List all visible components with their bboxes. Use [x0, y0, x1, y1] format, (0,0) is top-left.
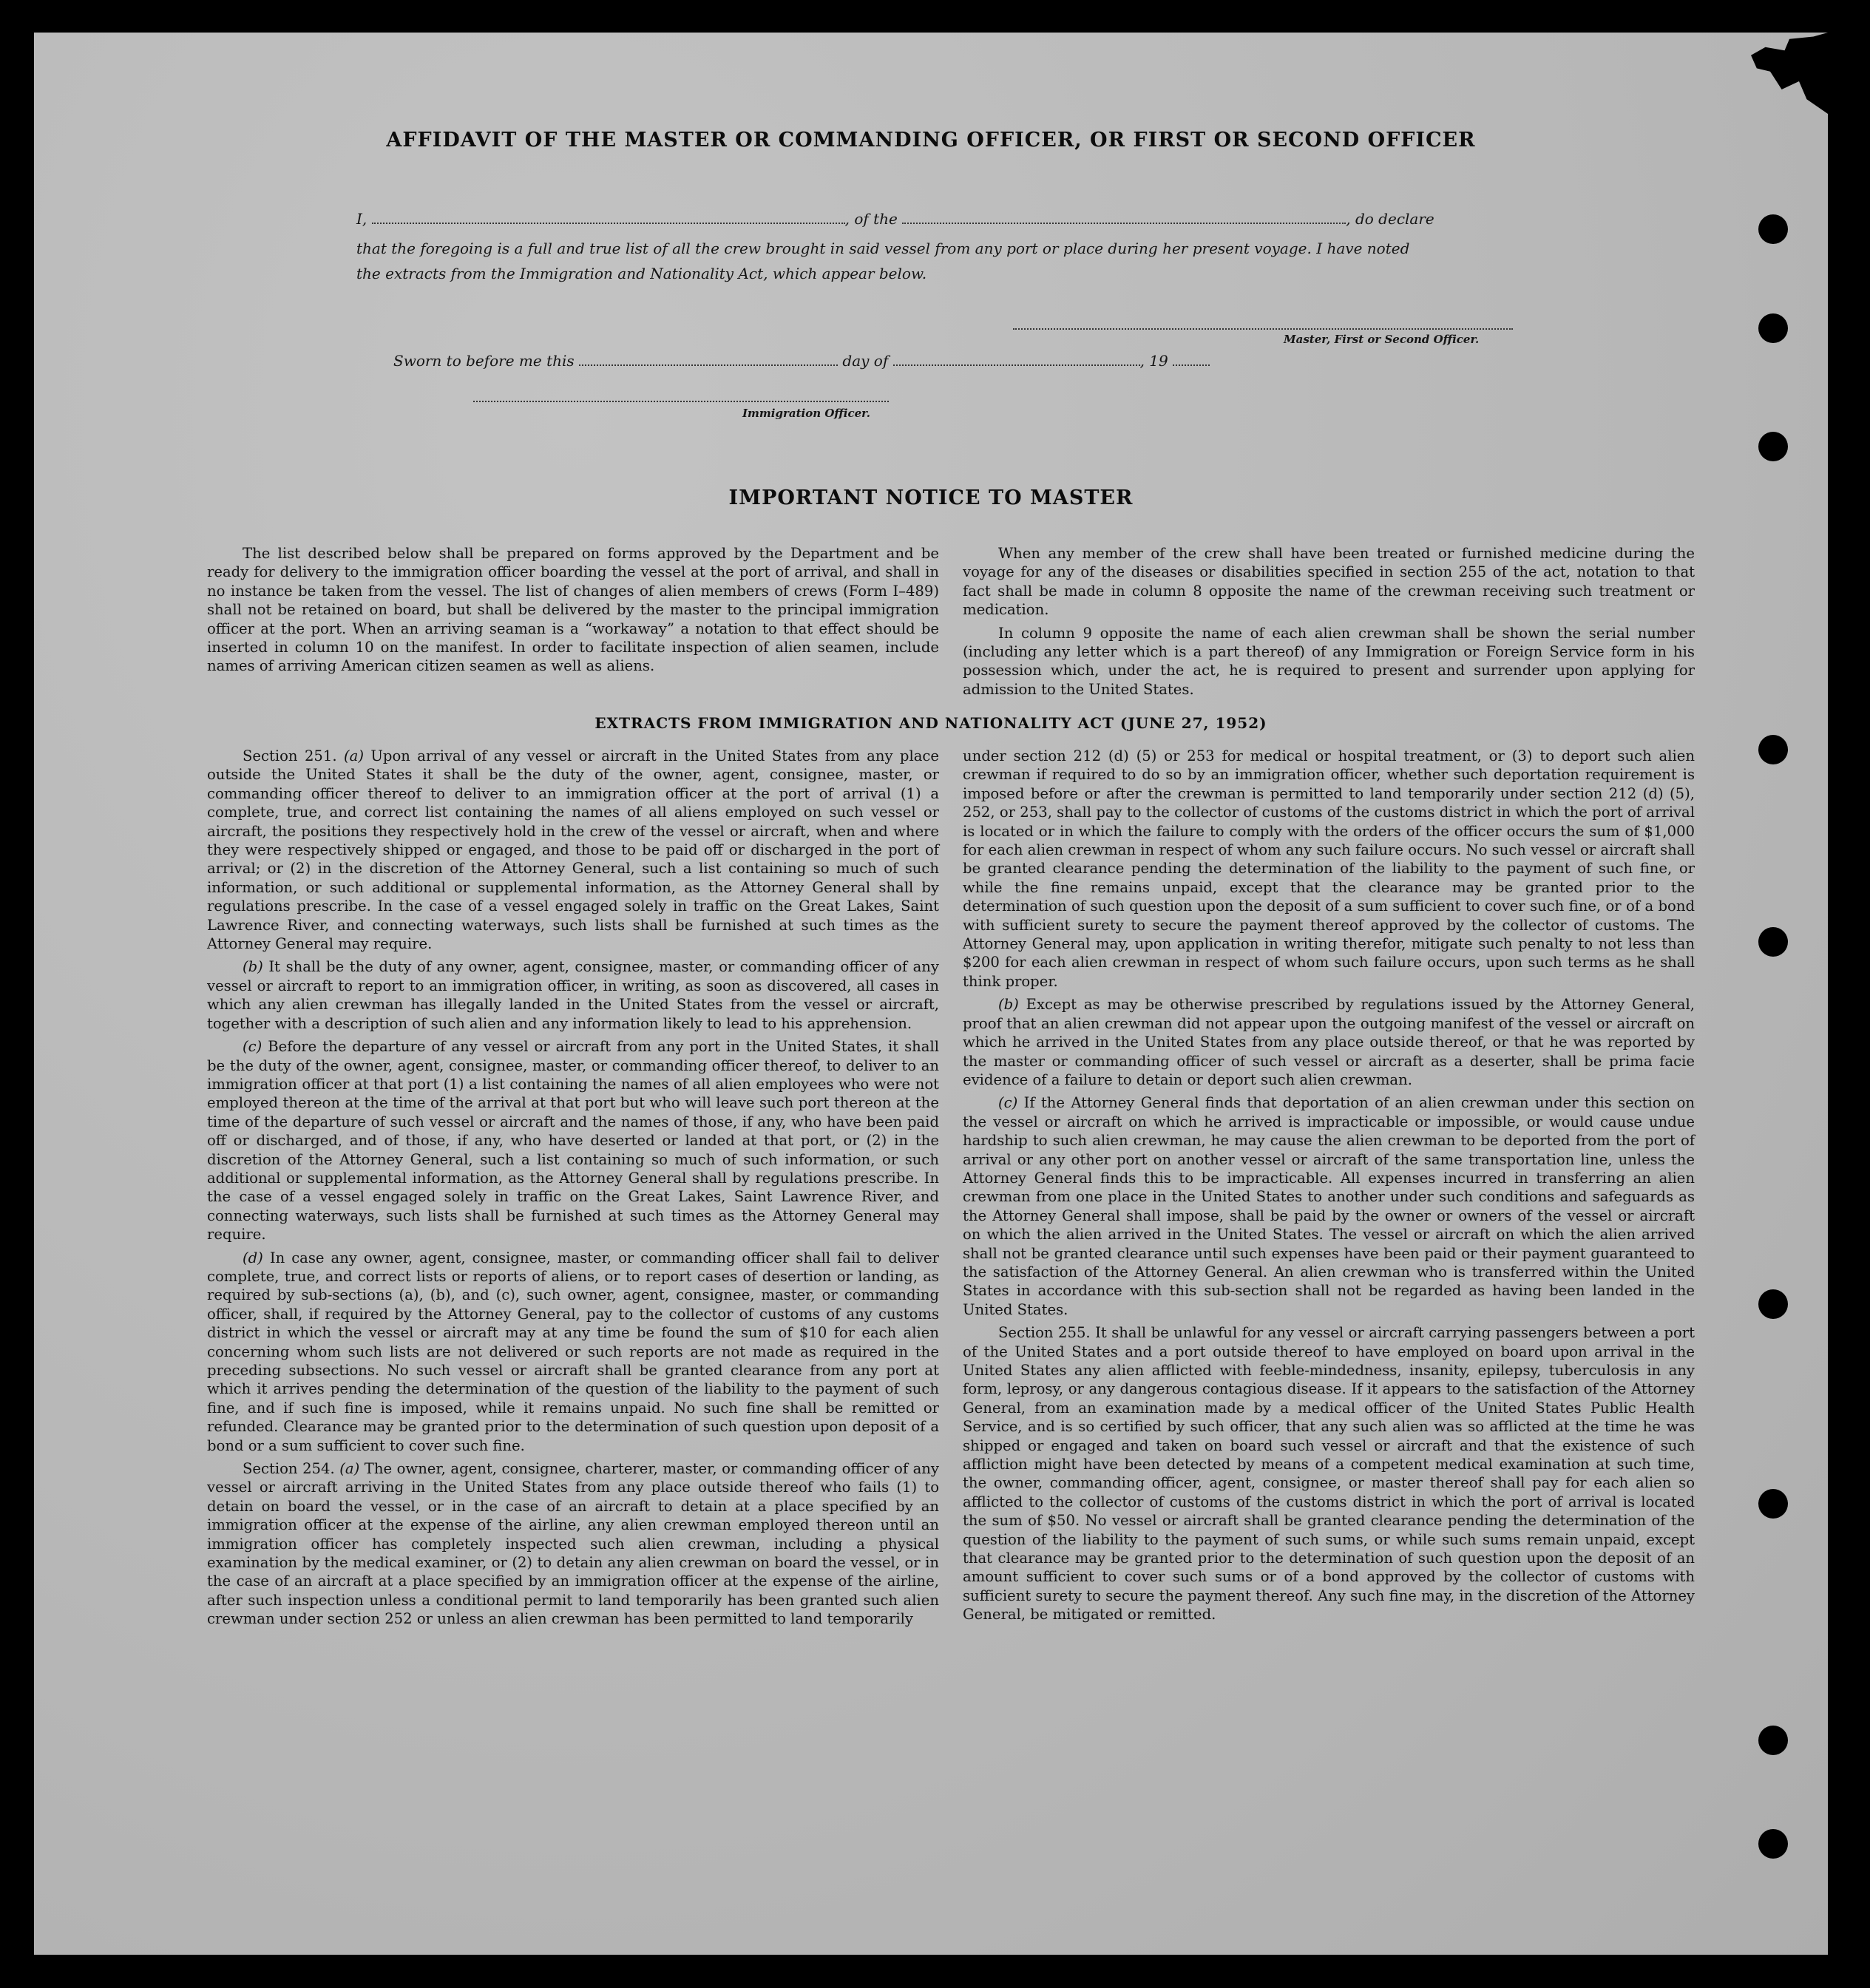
name-field: [372, 222, 845, 224]
section-heading: Section 251.: [243, 747, 337, 764]
do-declare-label: , do declare: [1346, 210, 1434, 228]
declaration-line: [356, 210, 1434, 228]
section-254a-continued: under section 212 (d) (5) or 253 for medical or hospital treatment, or (3) to deport such alien crewman if required to do so by an immigration officer, whether such deportation requirement is imposed before or after the crewman is permitted to land temporarily under section 212 (d) (5), 252, or 253, shall pay to the collector of customs of the customs district in which the port of arrival is located or in which the failure to comply with the orders of the officer occurs the sum of $1,000 for each alien crewman in respect of whom any such failure occurs. No such vessel or aircraft shall be granted clearance pending the determination of the liability to the payment of such fine, or while the fine remains unpaid, except that the clearance may be granted prior to the determination of such question upon the deposit of a sum sufficient to cover such fine, or of a bond with sufficient surety to secure the payment thereof approved by the collector of customs. The Attorney General may, upon application in writing therefor, mitigate such penalty to not less than $200 for each alien crewman in respect of whom such failure occurs, upon such terms as he shall think proper.: [963, 747, 1695, 990]
extracts-title: EXTRACTS FROM IMMIGRATION AND NATIONALITY ACT (JUNE 27, 1952): [594, 714, 1267, 732]
punch-hole: [1758, 214, 1788, 244]
section-text: In case any owner, agent, consignee, master, or commanding officer shall fail to deliver complete, true, and correct lists or reports of aliens, or to report cases of desertion or landing, as required by sub-sections (a), (b), and (c), such owner, agent, consignee, master, or commanding officer, shall, if required by the Attorney General, pay to the collector of customs of any customs district in which the vessel or aircraft may at any time be found the sum of $10 for each alien concerning whom such lists are not delivered or such reports are not made as required in the preceding subsections. No such vessel or aircraft shall be granted clearance from any port at which it arrives pending the determination of the question of the liability to the payment of such fine, and if such fine is imposed, while it remains unpaid. No such fine shall be remitted or refunded. Clearance may be granted prior to the determination of such question upon deposit of a bond or a sum sufficient to cover such fine.: [207, 1249, 939, 1454]
subsection-mark: (b): [243, 958, 263, 976]
sworn-label: Sworn to before me this: [393, 352, 575, 370]
of-the-label: , of the: [844, 210, 898, 228]
punch-hole: [1758, 313, 1788, 343]
year-label: , 19: [1139, 352, 1168, 370]
notice-left-paragraph: The list described below shall be prepared on forms approved by the Department and be ready for delivery to the immigration officer boarding the vessel at the port of arrival, and shall in no instance be taken from the vessel. The list of changes of alien members of crews (Form I–489) shall not be retained on board, but shall be delivered by the master to the principal immigration officer at the port. When an arriving seaman is a “workaway” a notation to that effect should be inserted in column 10 on the manifest. In order to facilitate inspection of alien seamen, include names of arriving American citizen seamen as well as aliens.: [207, 545, 939, 675]
document-page: [34, 33, 1828, 1955]
punch-hole: [1758, 735, 1788, 764]
section-text: Except as may be otherwise prescribed by regulations issued by the Attorney General, proof that an alien crewman did not appear upon the outgoing manifest of the vessel or aircraft on which he arrived in the United States from any place outside thereof, or that he was reported by the master or commanding officer of such vessel or aircraft as a deserter, shall be prima facie evidence of a failure to detain or deport such alien crewman.: [963, 996, 1695, 1088]
sworn-day-field: [579, 364, 838, 366]
section-heading: Section 254.: [243, 1460, 335, 1478]
subsection-mark: (a): [344, 747, 364, 764]
punch-hole: [1758, 1289, 1788, 1319]
notice-title: IMPORTANT NOTICE TO MASTER: [728, 486, 1134, 509]
declaration-statement-2: the extracts from the Immigration and Nationality Act, which appear below.: [356, 265, 927, 282]
affidavit-title: AFFIDAVIT OF THE MASTER OR COMMANDING OFFICER, OR FIRST OR SECOND OFFICER: [386, 129, 1476, 152]
subsection-mark: (d): [243, 1249, 263, 1266]
section-251a: [207, 747, 939, 953]
extracts-left-column: [207, 747, 939, 1633]
section-254b: [963, 995, 1695, 1089]
notice-right-paragraph-2: In column 9 opposite the name of each alien crewman shall be shown the serial number (including any letter which is a part thereof) of any Immigration or Foreign Service form in his possession which, under the act, he is required to present and surrender upon applying for admission to the United States.: [963, 624, 1695, 698]
declaration-statement-1: that the foregoing is a full and true list of all the crew brought in said vessel from any port or place during her present voyage. I have noted: [356, 240, 1410, 257]
section-text: If the Attorney General finds that deportation of an alien crewman under this section on the vessel or aircraft on which he arrived is impracticable or impossible, or would cause undue hardship to such alien crewman, he may cause the alien crewman to be deported from the port of arrival or any other port on another vessel or aircraft of the same transportation line, unless the Attorney General finds this to be impracticable. All expenses incurred in transferring an alien crewman from one place in the United States to another under such conditions and safeguards as the Attorney General shall impose, shall be paid by the owner or owners of the vessel or aircraft on which the alien arrived in the United States. The vessel or aircraft on which the alien arrived shall not be granted clearance until such expenses have been paid or their payment guaranteed to the satisfaction of the Attorney General. An alien crewman who is transferred within the United States in accordance with this sub-section shall not be regarded as having been landed in the United States.: [963, 1094, 1695, 1318]
punch-hole: [1758, 927, 1788, 957]
section-text: Before the departure of any vessel or aircraft from any port in the United States, it shall be the duty of the owner, agent, consignee, master, or commanding officer thereof, to deliver to an immigration officer at that port (1) a list containing the names of all alien employees who were not employed thereon at the time of the arrival at that port but who will leave such port thereon at the time of the departure of such vessel or aircraft and the names of those, if any, who have been paid off or discharged, and of those, if any, who have deserted or landed at that port, or (2) in the discretion of the Attorney General, such a list containing so much of such information, or such additional or supplemental information, as the Attorney General shall by regulations prescribe. In the case of a vessel engaged solely in traffic on the Great Lakes, Saint Lawrence River, and connecting waterways, such lists shall be furnished at such times as the Attorney General may require.: [207, 1038, 939, 1244]
punch-hole: [1758, 1726, 1788, 1755]
section-heading: Section 255.: [998, 1324, 1091, 1342]
vessel-field: [902, 222, 1346, 224]
section-text: It shall be unlawful for any vessel or aircraft carrying passengers between a port of the United States and a port outside thereof to have employed on board upon arrival in the United States any alien afflicted with feeble-mindedness, insanity, epilepsy, tuberculosis in any form, leprosy, or any dangerous contagious disease. If it appears to the satisfaction of the Attorney General, from an examination made by a medical officer of the United States Public Health Service, and is so certified by such officer, that any such alien was so afflicted at the time he was shipped or engaged and taken on board such vessel or aircraft and that the existence of such affliction might have been detected by means of a competent medical examination at such time, the owner, commanding officer, agent, consignee, or master thereof shall pay for each alien so afflicted to the collector of customs of the customs district in which the port of arrival is located the sum of $50. No vessel or aircraft shall be granted clearance pending the determination of the question of the liability to the payment of such sums, or while such sums remain unpaid, except that clearance may be granted prior to the determination of such question upon the deposit of an amount sufficient to cover such sums or of a bond approved by the collector of customs with sufficient surety to secure the payment thereof. Any such fine may, in the discretion of the Attorney General, be mitigated or remitted.: [963, 1324, 1695, 1624]
section-254a: [207, 1459, 939, 1629]
torn-corner: [1732, 33, 1828, 114]
subsection-mark: (c): [998, 1094, 1018, 1112]
day-of-label: day of: [842, 352, 889, 370]
section-text: It shall be the duty of any owner, agent, consignee, master, or commanding officer of any vessel or aircraft to report to an immigration officer, in writing, as soon as discovered, all cases in which any alien crewman has illegally landed in the United States from the vessel or aircraft, together with a description of such alien and any information likely to lead to his apprehension.: [207, 958, 939, 1032]
i-label: I,: [356, 210, 367, 228]
section-251c: [207, 1037, 939, 1244]
master-signature-label: Master, First or Second Officer.: [1284, 333, 1480, 346]
sworn-line: [393, 352, 1210, 370]
subsection-mark: (b): [998, 996, 1019, 1014]
immigration-officer-label: Immigration Officer.: [742, 407, 870, 420]
sworn-year-field: [1173, 364, 1210, 366]
punch-hole: [1758, 1489, 1788, 1519]
section-text: Upon arrival of any vessel or aircraft in the United States from any place outside the United States it shall be the duty of the owner, agent, consignee, master, or commanding officer thereof to deliver to an immigration officer at the port of arrival (1) a complete, true, and correct list containing the names of all aliens employed on such vessel or aircraft, the positions they respectively hold in the crew of the vessel or aircraft, when and where they were respectively shipped or engaged, and those to be paid off or discharged in the port of arrival; or (2) in the discretion of the Attorney General, such a list containing so much of such information, or such additional or supplemental information, as the Attorney General shall by regulations prescribe. In the case of a vessel engaged solely in traffic on the Great Lakes, Saint Lawrence River, and connecting waterways, such lists shall be furnished at such times as the Attorney General may require.: [207, 747, 939, 953]
punch-hole: [1758, 1829, 1788, 1859]
section-255: [963, 1323, 1695, 1624]
notice-left-column: [207, 544, 939, 680]
extracts-right-column: [963, 747, 1695, 1629]
punch-hole: [1758, 432, 1788, 461]
subsection-mark: (a): [339, 1460, 360, 1478]
notice-right-paragraph-1: When any member of the crew shall have been treated or furnished medicine during the voyage for any of the diseases or disabilities specified in section 255 of the act, notation to that fact shall be made in column 8 opposite the name of the crewman receiving such treatment or medication.: [963, 545, 1695, 619]
section-251b: [207, 957, 939, 1033]
sworn-month-field: [893, 364, 1140, 366]
subsection-mark: (c): [243, 1038, 262, 1056]
immigration-officer-signature-line: [473, 401, 889, 402]
section-251d: [207, 1249, 939, 1455]
section-text: The owner, agent, consignee, charterer, master, or commanding officer of any vessel or aircraft arriving in the United States from any place outside thereof who fails (1) to detain on board the vessel, or in the case of an aircraft to detain at a place specified by an immigration officer at the expense of the airline, any alien crewman employed thereon until an immigration officer has completely inspected such alien crewman, including a physical examination by the medical examiner, or (2) to detain any alien crewman on board the vessel, or in the case of an aircraft at a place specified by an immigration officer at the expense of the airline, after such inspection unless a conditional permit to land temporarily has been granted such alien crewman under section 252 or unless an alien crewman has been permitted to land temporarily: [207, 1460, 939, 1628]
master-signature-line: [1013, 328, 1513, 330]
section-254c: [963, 1093, 1695, 1319]
notice-right-column: [963, 544, 1695, 703]
